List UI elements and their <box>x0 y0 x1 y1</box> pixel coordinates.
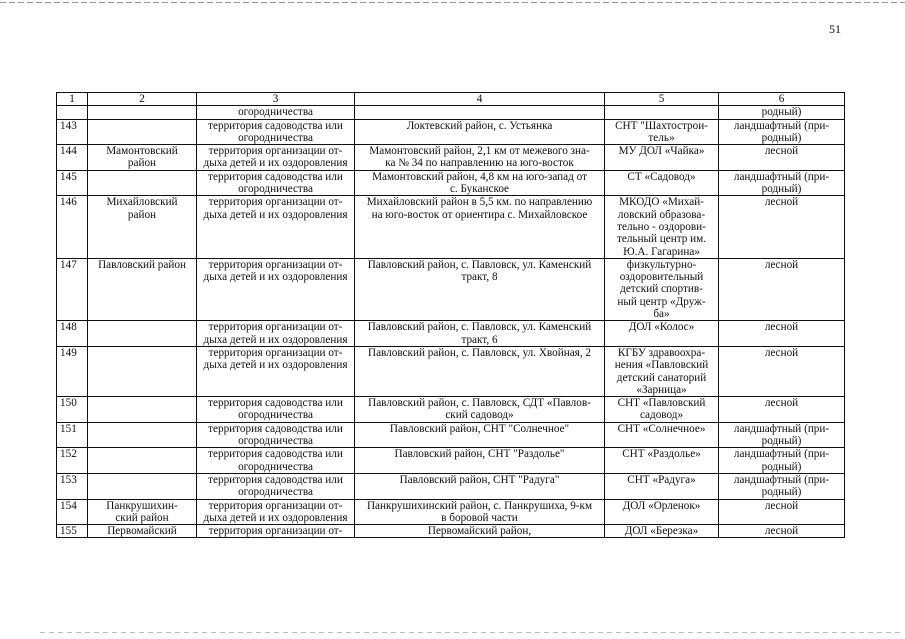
category-cell: территория организации от- дыха детей и их оздоровления <box>197 346 355 396</box>
table-row <box>57 119 845 145</box>
category-cell: территория организации от- дыха детей и их оздоровления <box>197 145 355 171</box>
district-cell <box>88 346 197 396</box>
owner-cell: ДОЛ «Березка» <box>605 525 719 538</box>
district-cell <box>88 473 197 499</box>
type-cell: ландшафтный (при- родный) <box>719 448 845 474</box>
table-row <box>57 473 845 499</box>
district-cell <box>88 321 197 347</box>
row-number-cell: 143 <box>57 119 88 145</box>
scan-top-edge <box>0 2 905 3</box>
type-cell: лесной <box>719 321 845 347</box>
category-cell: огородничества <box>197 106 355 119</box>
scan-bottom-edge <box>40 632 900 633</box>
type-cell: ландшафтный (при- родный) <box>719 422 845 448</box>
territory-table <box>56 92 845 538</box>
row-number-cell: 145 <box>57 170 88 196</box>
owner-cell: СТ «Садовод» <box>605 170 719 196</box>
table-row <box>57 525 845 538</box>
column-number: 4 <box>355 93 605 106</box>
location-cell: Первомайский район, <box>355 525 605 538</box>
row-number-cell: 146 <box>57 196 88 258</box>
table-row <box>57 499 845 525</box>
table-row <box>57 196 845 258</box>
table-row <box>57 448 845 474</box>
category-cell: территория организации от- дыха детей и их оздоровления <box>197 258 355 320</box>
type-cell: лесной <box>719 258 845 320</box>
type-cell: ландшафтный (при- родный) <box>719 170 845 196</box>
type-cell: ландшафтный (при- родный) <box>719 119 845 145</box>
category-cell: территория садоводства или огородничества <box>197 473 355 499</box>
owner-cell: физкультурно- оздоровительный детский спортив- ный центр «Друж- ба» <box>605 258 719 320</box>
location-cell: Михайловский район в 5,5 км. по направлению на юго-восток от ориентира с. Михайловское <box>355 196 605 258</box>
row-number-cell: 155 <box>57 525 88 538</box>
owner-cell <box>605 106 719 119</box>
district-cell: Панкрушихин- ский район <box>88 499 197 525</box>
location-cell: Павловский район, с. Павловск, ул. Хвойная, 2 <box>355 346 605 396</box>
row-number-cell: 153 <box>57 473 88 499</box>
row-number-cell: 149 <box>57 346 88 396</box>
location-cell: Павловский район, СНТ "Раздолье" <box>355 448 605 474</box>
category-cell: территория садоводства или огородничества <box>197 448 355 474</box>
category-cell: территория садоводства или огородничества <box>197 119 355 145</box>
category-cell: территория организации от- дыха детей и их оздоровления <box>197 196 355 258</box>
type-cell: лесной <box>719 196 845 258</box>
district-cell: Михайловский район <box>88 196 197 258</box>
page-number: 51 <box>829 22 841 36</box>
owner-cell: СНТ «Радуга» <box>605 473 719 499</box>
location-cell: Павловский район, с. Павловск, ул. Каменский тракт, 6 <box>355 321 605 347</box>
row-number-cell: 154 <box>57 499 88 525</box>
category-cell: территория садоводства или огородничества <box>197 397 355 423</box>
owner-cell: СНТ «Павловский садовод» <box>605 397 719 423</box>
column-number: 5 <box>605 93 719 106</box>
table-row <box>57 397 845 423</box>
district-cell: Мамонтовский район <box>88 145 197 171</box>
table-row <box>57 258 845 320</box>
owner-cell: СНТ «Раздолье» <box>605 448 719 474</box>
type-cell: родный) <box>719 106 845 119</box>
district-cell <box>88 170 197 196</box>
district-cell: Первомайский <box>88 525 197 538</box>
district-cell: Павловский район <box>88 258 197 320</box>
category-cell: территория организации от- <box>197 525 355 538</box>
owner-cell: МКОДО «Михай- ловский образова- тельно - оздорови- тельный центр им. Ю.А. Гагарина» <box>605 196 719 258</box>
type-cell: лесной <box>719 525 845 538</box>
category-cell: территория организации от- дыха детей и их оздоровления <box>197 499 355 525</box>
category-cell: территория садоводства или огородничества <box>197 422 355 448</box>
table-row <box>57 346 845 396</box>
table-row <box>57 170 845 196</box>
row-number-cell: 148 <box>57 321 88 347</box>
row-number-cell: 152 <box>57 448 88 474</box>
column-number: 2 <box>88 93 197 106</box>
type-cell: лесной <box>719 145 845 171</box>
type-cell: лесной <box>719 397 845 423</box>
district-cell <box>88 106 197 119</box>
type-cell: ландшафтный (при- родный) <box>719 473 845 499</box>
column-number-row <box>57 93 845 106</box>
table-row <box>57 106 845 119</box>
type-cell: лесной <box>719 499 845 525</box>
column-number: 3 <box>197 93 355 106</box>
owner-cell: ДОЛ «Орленок» <box>605 499 719 525</box>
owner-cell: ДОЛ «Колос» <box>605 321 719 347</box>
row-number-cell: 151 <box>57 422 88 448</box>
owner-cell: КГБУ здравоохра- нения «Павловский детский санаторий «Зарница» <box>605 346 719 396</box>
location-cell: Мамонтовский район, 2,1 км от межевого зна- ка № 34 по направлению на юго-восток <box>355 145 605 171</box>
district-cell <box>88 448 197 474</box>
district-cell <box>88 397 197 423</box>
row-number-cell: 150 <box>57 397 88 423</box>
location-cell: Панкрушихинский район, с. Панкрушиха, 9-км в боровой части <box>355 499 605 525</box>
district-cell <box>88 422 197 448</box>
row-number-cell: 144 <box>57 145 88 171</box>
owner-cell: СНТ "Шахтострои- тель» <box>605 119 719 145</box>
district-cell <box>88 119 197 145</box>
category-cell: территория садоводства или огородничества <box>197 170 355 196</box>
location-cell: Павловский район, СНТ "Радуга" <box>355 473 605 499</box>
location-cell: Локтевский район, с. Устьянка <box>355 119 605 145</box>
row-number-cell <box>57 106 88 119</box>
location-cell: Мамонтовский район, 4,8 км на юго-запад от с. Буканское <box>355 170 605 196</box>
location-cell: Павловский район, с. Павловск, ул. Каменский тракт, 8 <box>355 258 605 320</box>
owner-cell: СНТ «Солнечное» <box>605 422 719 448</box>
location-cell: Павловский район, с. Павловск, СДТ «Павлов- ский садовод» <box>355 397 605 423</box>
owner-cell: МУ ДОЛ «Чайка» <box>605 145 719 171</box>
row-number-cell: 147 <box>57 258 88 320</box>
table-row <box>57 145 845 171</box>
column-number: 1 <box>57 93 88 106</box>
category-cell: территория организации от- дыха детей и их оздоровления <box>197 321 355 347</box>
table-row <box>57 422 845 448</box>
type-cell: лесной <box>719 346 845 396</box>
location-cell <box>355 106 605 119</box>
location-cell: Павловский район, СНТ "Солнечное" <box>355 422 605 448</box>
table-row <box>57 321 845 347</box>
column-number: 6 <box>719 93 845 106</box>
